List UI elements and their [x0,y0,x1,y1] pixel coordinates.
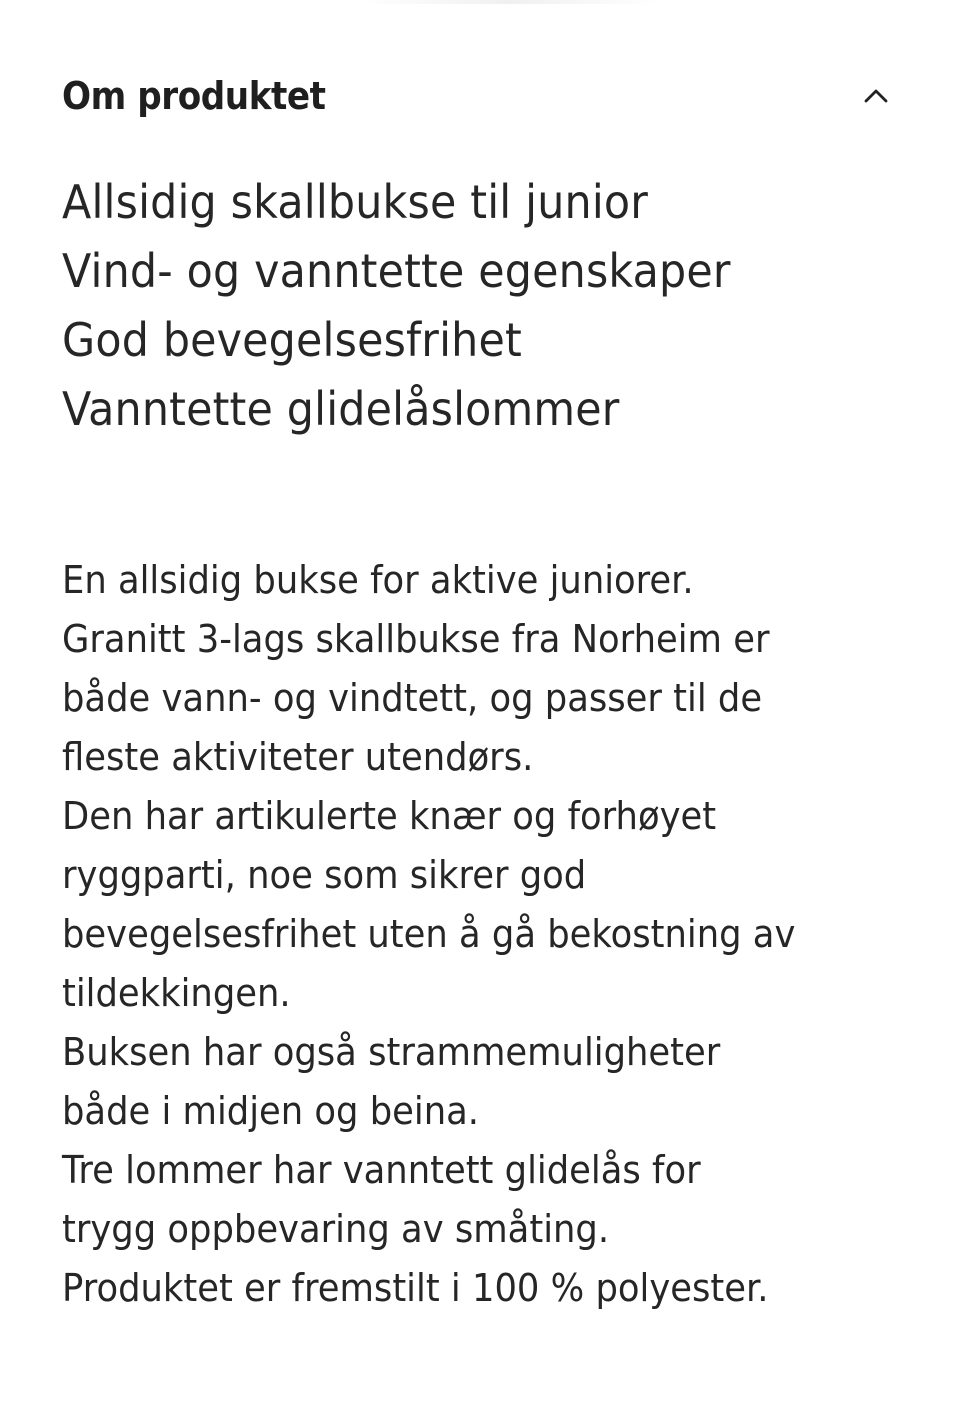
highlight-item: God bevegelsesfrihet [62,313,522,367]
description-line: både vann- og vindtett, og passer til de [62,676,763,720]
description-line: fleste aktiviteter utendørs. [62,735,534,779]
description-line: En allsidig bukse for aktive juniorer. [62,558,694,602]
description-line: Produktet er fremstilt i 100 % polyester. [62,1266,769,1310]
accordion-header[interactable] [62,64,898,128]
description-line: bevegelsesfrihet uten å gå bekostning av [62,912,796,956]
description-line: trygg oppbevaring av småting. [62,1207,610,1251]
highlight-item: Vind- og vanntette egenskaper [62,244,731,298]
highlight-item: Allsidig skallbukse til junior [62,175,649,229]
description-line: tildekkingen. [62,971,291,1015]
description-line: ryggparti, noe som sikrer god [62,853,587,897]
highlights-list [62,168,898,444]
section-title: Om produktet [62,74,326,118]
description-line: Buksen har også strammemuligheter [62,1030,721,1074]
highlight-item: Vanntette glidelåslommer [62,382,620,436]
product-description [62,551,942,1318]
top-edge-shadow [360,0,660,4]
description-line: Den har artikulerte knær og forhøyet [62,794,717,838]
description-line: både i midjen og beina. [62,1089,479,1133]
chevron-up-icon[interactable] [858,78,894,114]
description-line: Tre lommer har vanntett glidelås for [62,1148,701,1192]
description-line: Granitt 3-lags skallbukse fra Norheim er [62,617,770,661]
